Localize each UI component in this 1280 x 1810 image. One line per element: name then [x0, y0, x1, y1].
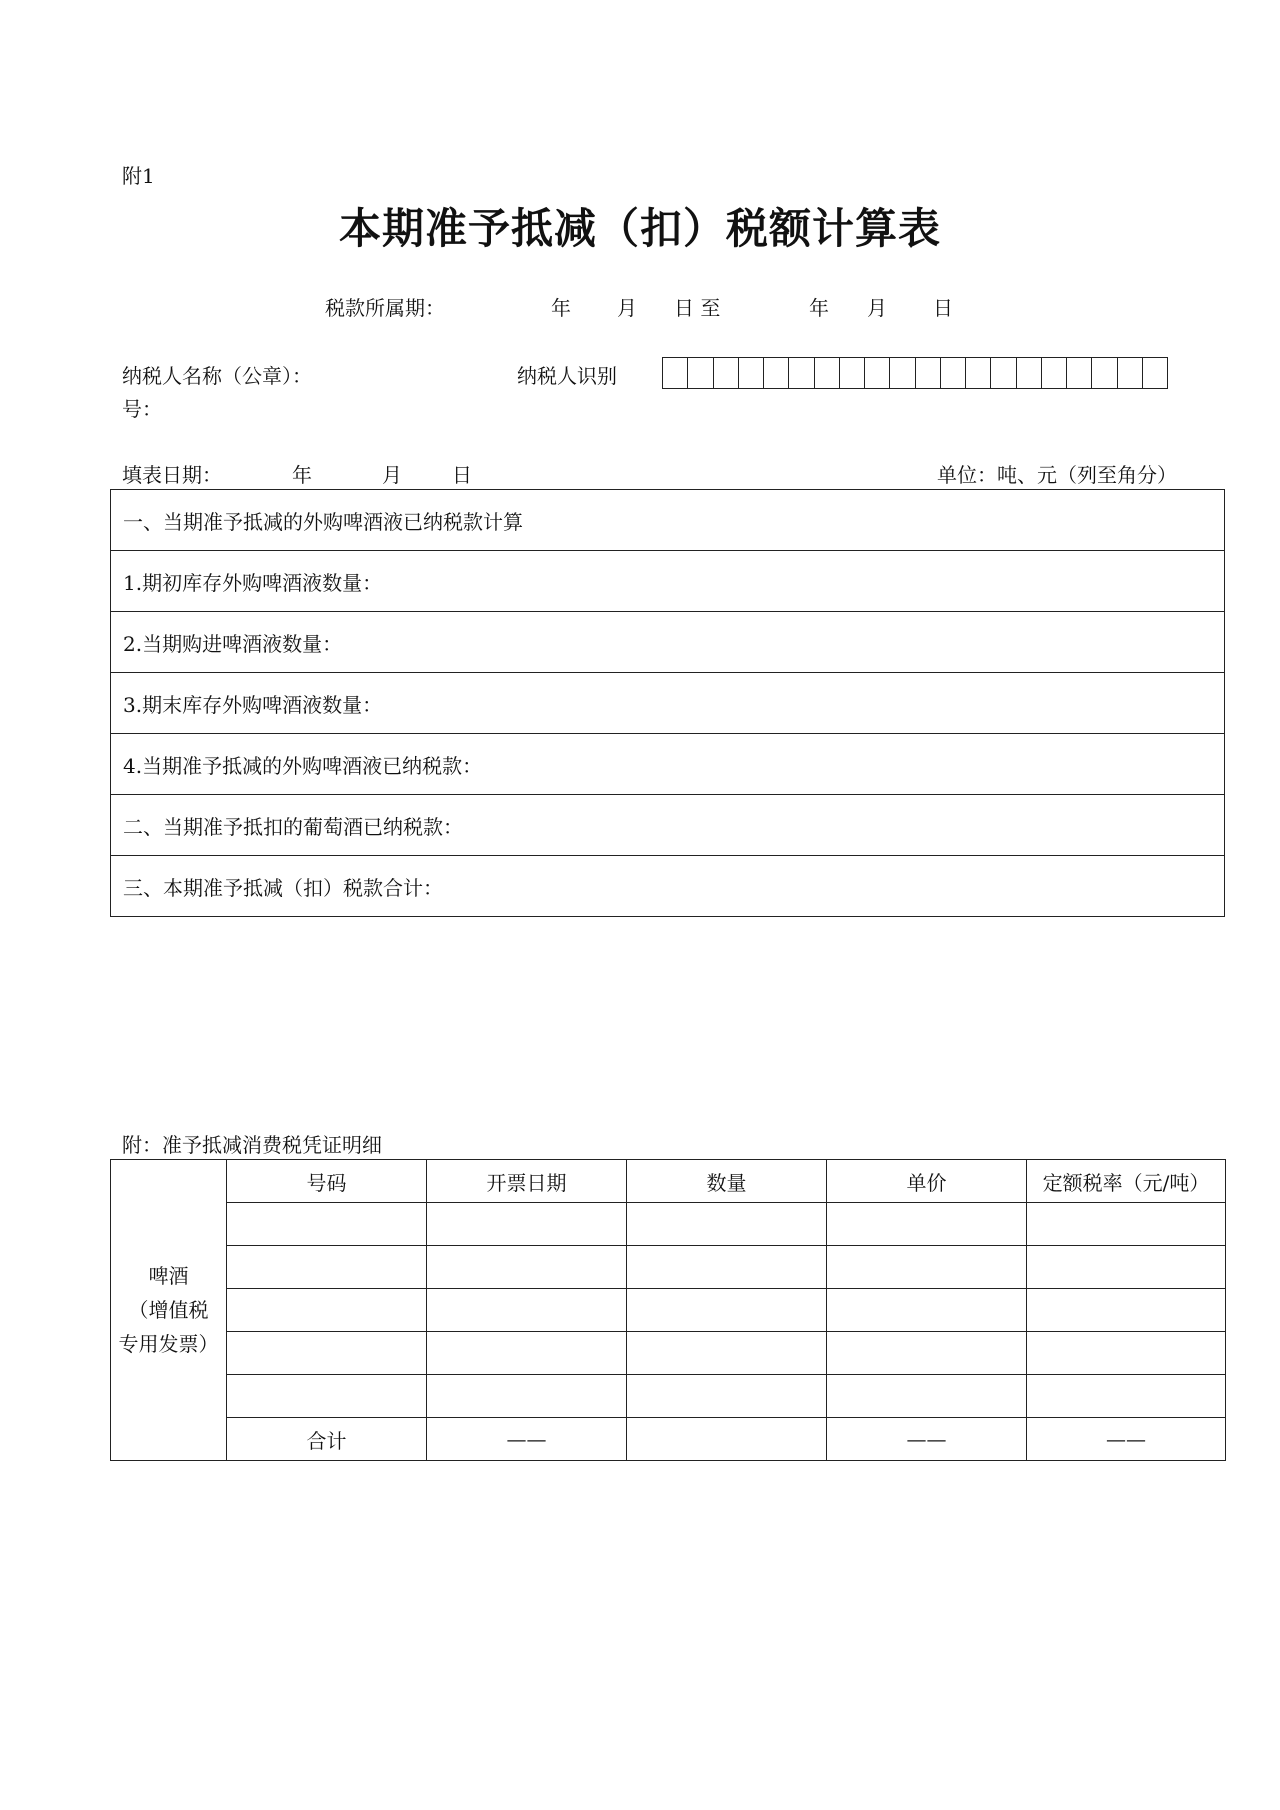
cell-number[interactable] — [227, 1246, 427, 1289]
taxpayer-id-digit-box[interactable] — [890, 358, 915, 388]
table-row — [111, 1203, 1226, 1246]
cell-date[interactable] — [427, 1332, 627, 1375]
taxpayer-id-digit-box[interactable] — [1067, 358, 1092, 388]
fill-date-year: 年 — [292, 463, 312, 487]
cell-quantity[interactable] — [627, 1289, 827, 1332]
period-label: 税款所属期： — [325, 296, 445, 320]
cell-rate[interactable] — [1027, 1375, 1226, 1418]
total-rate-dash: —— — [1027, 1418, 1226, 1461]
taxpayer-id-digit-box[interactable] — [663, 358, 688, 388]
taxpayer-id-digit-box[interactable] — [991, 358, 1016, 388]
appendix-label: 附1 — [122, 164, 155, 188]
total-row — [111, 1418, 1226, 1461]
total-quantity-cell[interactable] — [627, 1418, 827, 1461]
taxpayer-id-digit-box[interactable] — [1118, 358, 1143, 388]
total-date-dash: —— — [427, 1418, 627, 1461]
header-number: 号码 — [227, 1160, 427, 1203]
taxpayer-id-digit-box[interactable] — [865, 358, 890, 388]
cell-date[interactable] — [427, 1246, 627, 1289]
cell-number[interactable] — [227, 1289, 427, 1332]
cell-rate[interactable] — [1027, 1203, 1226, 1246]
period-day-1: 日 至 — [674, 296, 721, 320]
cell-price[interactable] — [827, 1203, 1027, 1246]
side-label-line-2: （增值税 — [128, 1298, 209, 1322]
table-row — [111, 1246, 1226, 1289]
cell-date[interactable] — [427, 1203, 627, 1246]
fill-date-day: 日 — [452, 463, 472, 487]
cell-price[interactable] — [827, 1375, 1027, 1418]
side-label-line-3: 专用发票） — [118, 1332, 219, 1356]
taxpayer-id-digit-box[interactable] — [688, 358, 713, 388]
beer-category-cell — [111, 1160, 227, 1461]
calculation-table — [110, 489, 1225, 917]
cell-price[interactable] — [827, 1289, 1027, 1332]
cell-price[interactable] — [827, 1332, 1027, 1375]
total-label: 合计 — [227, 1418, 427, 1461]
calc-row-closing-stock[interactable]: 3.期末库存外购啤酒液数量： — [111, 673, 1225, 734]
taxpayer-id-digit-box[interactable] — [840, 358, 865, 388]
header-invoice-date: 开票日期 — [427, 1160, 627, 1203]
cell-number[interactable] — [227, 1375, 427, 1418]
taxpayer-id-label-cont: 号： — [122, 397, 162, 421]
header-quantity: 数量 — [627, 1160, 827, 1203]
taxpayer-id-digit-box[interactable] — [714, 358, 739, 388]
taxpayer-id-digit-box[interactable] — [1042, 358, 1067, 388]
cell-quantity[interactable] — [627, 1246, 827, 1289]
taxpayer-id-digit-box[interactable] — [764, 358, 789, 388]
taxpayer-id-digit-box[interactable] — [916, 358, 941, 388]
taxpayer-id-digit-box[interactable] — [815, 358, 840, 388]
unit-note: 单位：吨、元（列至角分） — [937, 463, 1177, 487]
period-month-2: 月 — [867, 296, 887, 320]
page-title: 本期准予抵减（扣）税额计算表 — [338, 204, 941, 253]
fill-date-label: 填表日期： — [122, 463, 222, 487]
taxpayer-id-digit-box[interactable] — [789, 358, 814, 388]
cell-price[interactable] — [827, 1246, 1027, 1289]
cell-number[interactable] — [227, 1203, 427, 1246]
taxpayer-id-digit-box[interactable] — [941, 358, 966, 388]
period-day-2: 日 — [933, 296, 953, 320]
table-row — [111, 1289, 1226, 1332]
period-month-1: 月 — [617, 296, 637, 320]
cell-rate[interactable] — [1027, 1289, 1226, 1332]
taxpayer-name-label: 纳税人名称（公章）： — [122, 364, 312, 388]
taxpayer-id-digit-box[interactable] — [1092, 358, 1117, 388]
calc-row-wine-deductible[interactable]: 二、当期准予抵扣的葡萄酒已纳税款： — [111, 795, 1225, 856]
table-row — [111, 1375, 1226, 1418]
table-row — [111, 1332, 1226, 1375]
cell-quantity[interactable] — [627, 1375, 827, 1418]
calc-row-section-1: 一、当期准予抵减的外购啤酒液已纳税款计算 — [111, 490, 1225, 551]
cell-date[interactable] — [427, 1289, 627, 1332]
cell-rate[interactable] — [1027, 1246, 1226, 1289]
side-label-line-1: 啤酒 — [148, 1264, 189, 1288]
voucher-detail-table — [110, 1159, 1226, 1461]
calc-row-opening-stock[interactable]: 1.期初库存外购啤酒液数量： — [111, 551, 1225, 612]
cell-date[interactable] — [427, 1375, 627, 1418]
header-tax-rate: 定额税率（元/吨） — [1027, 1160, 1226, 1203]
cell-number[interactable] — [227, 1332, 427, 1375]
total-price-dash: —— — [827, 1418, 1027, 1461]
cell-rate[interactable] — [1027, 1332, 1226, 1375]
cell-quantity[interactable] — [627, 1203, 827, 1246]
taxpayer-id-digit-box[interactable] — [1017, 358, 1042, 388]
taxpayer-id-boxes[interactable] — [662, 357, 1168, 389]
period-year-2: 年 — [809, 296, 829, 320]
cell-quantity[interactable] — [627, 1332, 827, 1375]
calc-row-beer-deductible[interactable]: 4.当期准予抵减的外购啤酒液已纳税款： — [111, 734, 1225, 795]
taxpayer-id-label: 纳税人识别 — [517, 364, 617, 388]
fill-date-month: 月 — [382, 463, 402, 487]
header-unit-price: 单价 — [827, 1160, 1027, 1203]
taxpayer-id-digit-box[interactable] — [739, 358, 764, 388]
period-year-1: 年 — [551, 296, 571, 320]
calc-row-purchases[interactable]: 2.当期购进啤酒液数量： — [111, 612, 1225, 673]
taxpayer-id-digit-box[interactable] — [966, 358, 991, 388]
calc-row-total[interactable]: 三、本期准予抵减（扣）税款合计： — [111, 856, 1225, 917]
taxpayer-id-digit-box[interactable] — [1143, 358, 1167, 388]
detail-caption: 附：准予抵减消费税凭证明细 — [122, 1133, 382, 1157]
